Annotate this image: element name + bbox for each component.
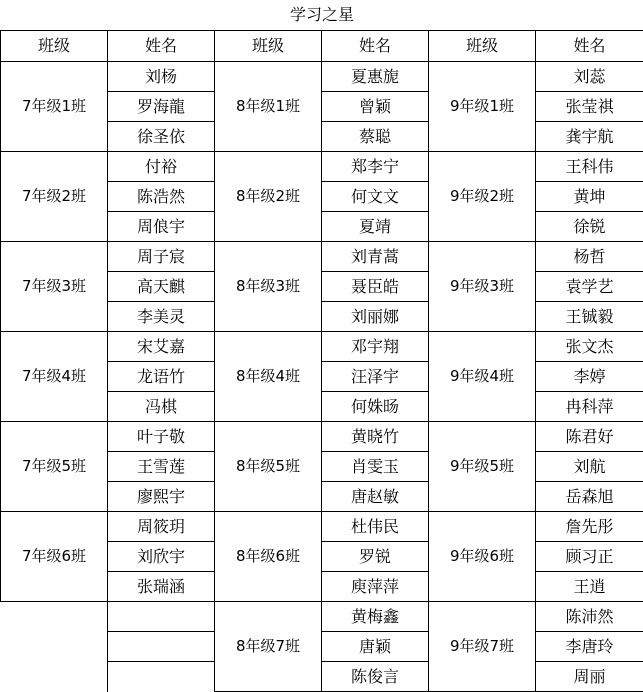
student-name-cell: 聂臣皓 [322,272,429,302]
table-title: 学习之星 [1,0,643,31]
student-name-cell: 张文杰 [536,332,643,362]
student-name-cell: 曾颖 [322,92,429,122]
student-name-cell: 王雪莲 [108,452,215,482]
student-name-cell: 廖熙宇 [108,482,215,512]
student-name-cell: 刘欣宇 [108,542,215,572]
student-name-cell: 王铖毅 [536,302,643,332]
student-name-cell: 张瑞涵 [108,572,215,602]
class-cell: 7年级2班 [1,152,108,242]
class-cell: 8年级1班 [215,62,322,152]
empty-cell [108,632,215,662]
student-name-cell: 刘航 [536,452,643,482]
student-name-cell: 顾习正 [536,542,643,572]
class-cell: 9年级4班 [429,332,536,422]
student-name-cell: 杨哲 [536,242,643,272]
student-name-cell: 黄晓竹 [322,422,429,452]
student-name-cell: 夏惠旎 [322,62,429,92]
student-name-cell: 徐锐 [536,212,643,242]
class-cell: 9年级6班 [429,512,536,602]
student-name-cell: 刘青蒿 [322,242,429,272]
class-cell: 7年级3班 [1,242,108,332]
student-name-cell: 罗锐 [322,542,429,572]
class-cell: 7年级5班 [1,422,108,512]
class-cell: 7年级6班 [1,512,108,602]
class-cell: 9年级2班 [429,152,536,242]
header-name-8: 姓名 [322,31,429,62]
header-class-9: 班级 [429,31,536,62]
student-name-cell: 陈浩然 [108,182,215,212]
student-name-cell: 唐颖 [322,632,429,662]
header-class-8: 班级 [215,31,322,62]
header-name-7: 姓名 [108,31,215,62]
student-name-cell: 龙语竹 [108,362,215,392]
header-name-9: 姓名 [536,31,643,62]
student-name-cell: 龚宇航 [536,122,643,152]
class-cell: 9年级1班 [429,62,536,152]
student-name-cell: 李婷 [536,362,643,392]
student-name-cell: 周俍宇 [108,212,215,242]
table-row [1,422,643,452]
student-name-cell: 李唐玲 [536,632,643,662]
student-name-cell: 冉科萍 [536,392,643,422]
title-row [1,0,643,31]
class-cell: 8年级5班 [215,422,322,512]
student-name-cell: 蔡聪 [322,122,429,152]
student-name-cell: 刘杨 [108,62,215,92]
header-row [1,31,643,62]
student-name-cell: 何文文 [322,182,429,212]
student-name-cell: 郑李宁 [322,152,429,182]
student-name-cell: 罗海龍 [108,92,215,122]
student-name-cell: 周丽 [536,662,643,692]
class-cell: 8年级4班 [215,332,322,422]
student-name-cell: 汪泽宇 [322,362,429,392]
student-name-cell: 肖雯玉 [322,452,429,482]
student-name-cell: 王科伟 [536,152,643,182]
table-row [1,152,643,182]
student-name-cell: 黄坤 [536,182,643,212]
student-name-cell: 唐赵敏 [322,482,429,512]
student-name-cell: 叶子敬 [108,422,215,452]
student-name-cell: 杜伟民 [322,512,429,542]
student-name-cell: 高天麒 [108,272,215,302]
class-cell: 8年级7班 [215,602,322,692]
class-cell: 9年级5班 [429,422,536,512]
header-class-7: 班级 [1,31,108,62]
student-name-cell: 冯棋 [108,392,215,422]
student-name-cell: 陈俊言 [322,662,429,692]
class-cell: 9年级7班 [429,602,536,692]
student-name-cell: 李美灵 [108,302,215,332]
student-name-cell: 徐圣依 [108,122,215,152]
class-cell: 8年级6班 [215,512,322,602]
empty-cell [1,602,108,692]
student-name-cell: 张莹祺 [536,92,643,122]
table-row [1,512,643,542]
student-name-cell: 庾萍萍 [322,572,429,602]
table-row [1,242,643,272]
student-name-cell: 陈君好 [536,422,643,452]
table-row [1,332,643,362]
student-name-cell: 夏靖 [322,212,429,242]
student-name-cell: 邓宇翔 [322,332,429,362]
table-row [1,602,643,632]
class-cell: 9年级3班 [429,242,536,332]
empty-cell [108,602,215,632]
student-name-cell: 黄梅鑫 [322,602,429,632]
student-name-cell: 周子宸 [108,242,215,272]
class-cell: 8年级3班 [215,242,322,332]
student-name-cell: 刘蕊 [536,62,643,92]
table-body [1,0,643,692]
student-name-cell: 王逍 [536,572,643,602]
class-cell: 7年级1班 [1,62,108,152]
table-row [1,62,643,92]
empty-cell [108,662,215,692]
student-name-cell: 何姝旸 [322,392,429,422]
student-name-cell: 袁学艺 [536,272,643,302]
student-name-cell: 刘丽娜 [322,302,429,332]
student-name-cell: 岳森旭 [536,482,643,512]
class-cell: 8年级2班 [215,152,322,242]
student-name-cell: 陈沛然 [536,602,643,632]
student-name-cell: 宋艾嘉 [108,332,215,362]
student-name-cell: 周筱玥 [108,512,215,542]
student-name-cell: 詹先彤 [536,512,643,542]
student-name-cell: 付裕 [108,152,215,182]
class-cell: 7年级4班 [1,332,108,422]
